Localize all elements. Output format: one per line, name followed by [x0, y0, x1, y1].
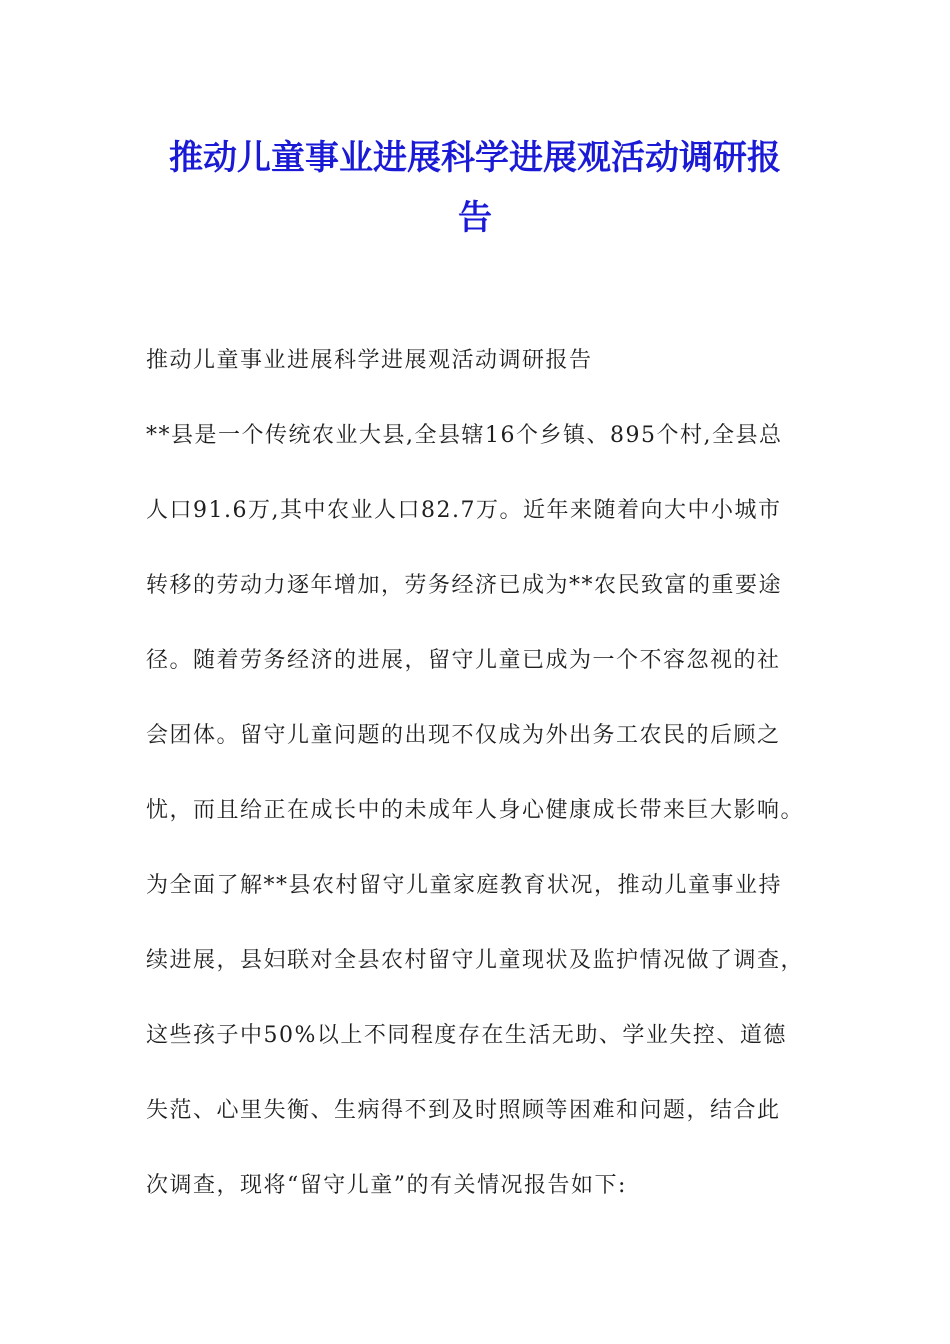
- body-line: 忧，而且给正在成长中的未成年人身心健康成长带来巨大影响。: [146, 798, 805, 823]
- subtitle-line: 推动儿童事业进展科学进展观活动调研报告: [146, 348, 593, 373]
- document-body: [146, 340, 826, 1240]
- document-title: [140, 128, 810, 248]
- body-line: 为全面了解**县农村留守儿童家庭教育状况，推动儿童事业持: [146, 873, 783, 898]
- body-line: 径。随着劳务经济的进展，留守儿童已成为一个不容忽视的社: [146, 648, 781, 673]
- title-line-1: 推动儿童事业进展科学进展观活动调研报: [169, 138, 781, 178]
- body-line: 续进展，县妇联对全县农村留守儿童现状及监护情况做了调查，: [146, 948, 805, 973]
- body-line: 次调查，现将“留守儿童”的有关情况报告如下:: [146, 1173, 627, 1198]
- body-line: 人口91.6万,其中农业人口82.7万。近年来随着向大中小城市: [146, 498, 782, 523]
- title-line-2: 告: [458, 198, 492, 238]
- body-line: 转移的劳动力逐年增加，劳务经济已成为**农民致富的重要途: [146, 573, 783, 598]
- body-line: 这些孩子中50%以上不同程度存在生活无助、学业失控、道德: [146, 1023, 787, 1048]
- body-line: 失范、心里失衡、生病得不到及时照顾等困难和问题，结合此: [146, 1098, 781, 1123]
- body-line: 会团体。留守儿童问题的出现不仅成为外出务工农民的后顾之: [146, 723, 781, 748]
- body-line: **县是一个传统农业大县,全县辖16个乡镇、895个村,全县总: [146, 423, 783, 448]
